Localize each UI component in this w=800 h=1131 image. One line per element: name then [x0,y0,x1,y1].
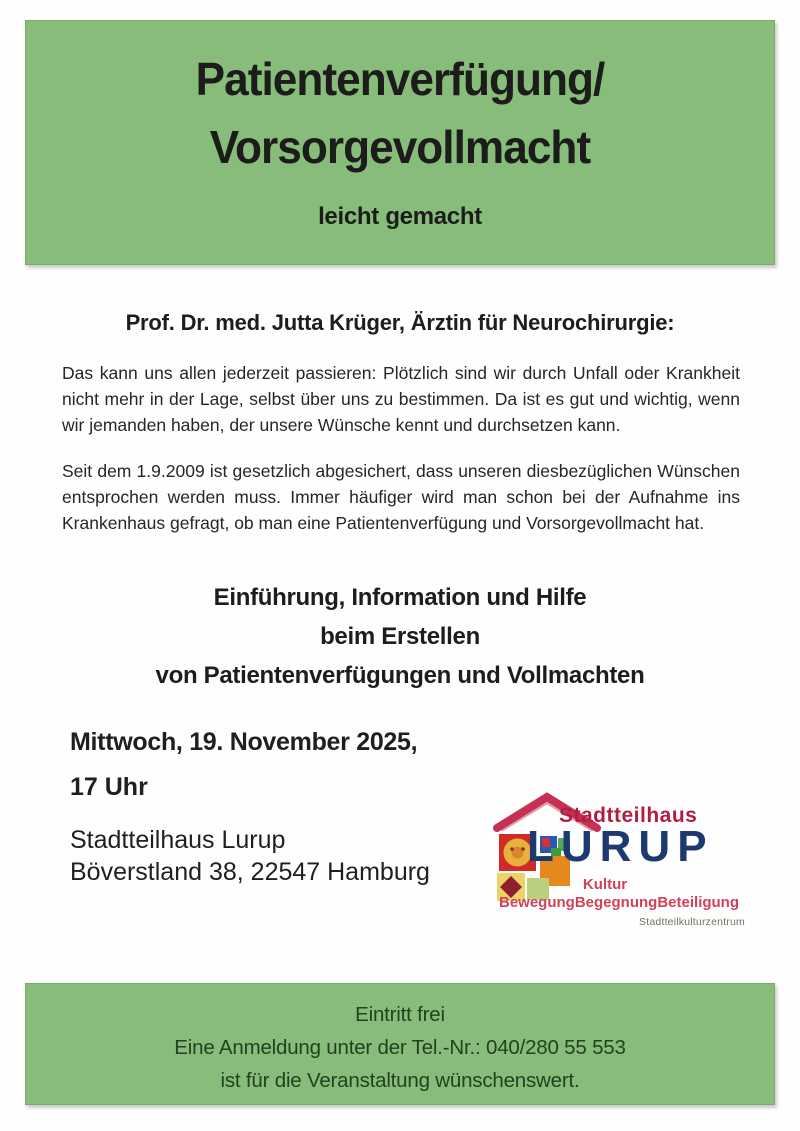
flyer-subtitle: leicht gemacht [318,203,482,230]
event-line-3: von Patientenverfügungen und Vollmachten [155,662,645,689]
event-time: 17 Uhr [70,773,148,801]
flyer-title-line2: Vorsorgevollmacht [209,121,591,173]
footer-line-3: ist für die Veranstaltung wünschenswert. [220,1069,580,1092]
footer-line-1: Eintritt frei [355,1003,445,1026]
logo-tagline-kultur: Kultur [582,876,628,893]
stadtteilhaus-lurup-logo [485,788,770,938]
logo-subline: Stadtteilkulturzentrum [639,916,745,928]
logo-tagline-words [499,894,740,911]
flyer-title-line1: Patientenverfügung/ [195,53,605,105]
logo-word-bewegung: Bewegung [499,894,575,911]
speaker-heading: Prof. Dr. med. Jutta Krüger, Ärztin für Neurochirurgie: [125,310,675,335]
logo-lurup-label: LURUP [527,822,714,871]
event-venue: Stadtteilhaus Lurup [70,826,286,854]
header-banner [25,20,775,265]
logo-word-begegnung: Begegnung [574,894,658,911]
intro-paragraph-2: Seit dem 1.9.2009 ist gesetzlich abgesichert, dass unseren diesbezüglichen Wünschen entsprochen werden muss. Immer häufiger wird man schon bei der Aufnahme ins Krankenhaus gefragt, ob man eine Patientenverfügung und Vorsorgevollmacht hat. [62,461,740,533]
logo-word-beteiligung: Beteiligung [657,894,740,911]
footer-line-2: Eine Anmeldung unter der Tel.-Nr.: 040/280 55 553 [174,1036,626,1059]
footer-banner [25,983,775,1105]
logo-stadtteilhaus-label: Stadtteilhaus [559,804,698,827]
event-date: Mittwoch, 19. November 2025, [70,728,418,756]
event-address: Böverstland 38, 22547 Hamburg [70,858,430,886]
intro-paragraph-1: Das kann uns allen jederzeit passieren: Plötzlich sind wir durch Unfall oder Krankheit nicht mehr in der Lage, selbst über uns zu bestimmen. Da ist es gut und wichtig, wenn wir jemanden haben, der unsere Wünsche kennt und durchsetzen kann. [62,363,740,435]
event-description [0,578,800,695]
event-line-2: beim Erstellen [320,623,480,650]
event-line-1: Einführung, Information und Hilfe [213,584,587,611]
